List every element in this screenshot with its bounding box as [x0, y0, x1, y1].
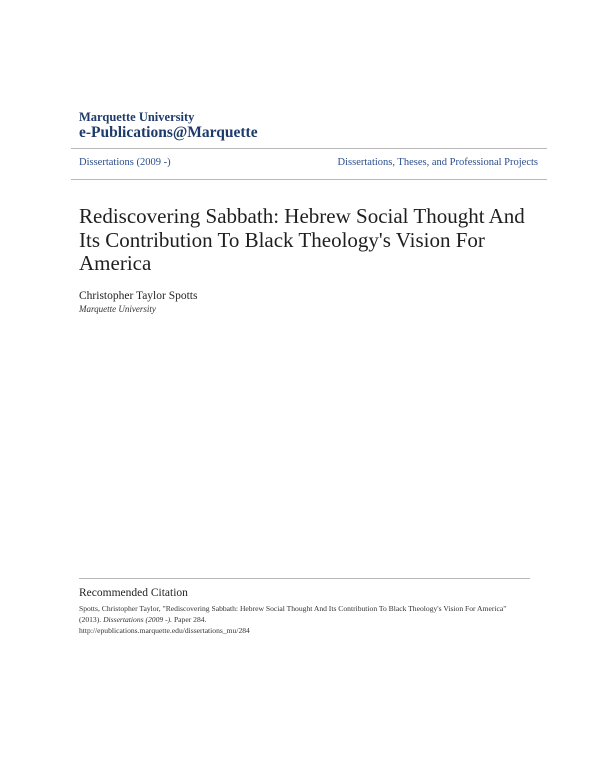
citation-heading: Recommended Citation — [79, 587, 188, 599]
header-divider-bottom — [71, 179, 547, 180]
citation-paper: Paper 284. — [173, 615, 207, 624]
author-name: Christopher Taylor Spotts — [79, 290, 198, 302]
header-divider-top — [71, 148, 547, 149]
repository-header — [79, 110, 258, 142]
collection-link[interactable]: Dissertations (2009 -) — [79, 157, 171, 168]
author-affiliation: Marquette University — [79, 304, 156, 314]
citation-main: Spotts, Christopher Taylor, "Rediscovering Sabbath: Hebrew Social Thought And Its Contribution To Black Theology's Vision For America" (2013). — [79, 604, 507, 624]
citation-text — [79, 603, 529, 636]
document-title: Rediscovering Sabbath: Hebrew Social Thought And Its Contribution To Black Theology's Vision For America — [79, 204, 525, 275]
repository-name[interactable]: e-Publications@Marquette — [79, 124, 258, 141]
citation-series: Dissertations (2009 -). — [103, 615, 173, 624]
university-name[interactable]: Marquette University — [79, 110, 195, 124]
parent-collection-link[interactable]: Dissertations, Theses, and Professional Projects — [337, 157, 538, 168]
citation-divider — [79, 578, 530, 579]
citation-url[interactable]: http://epublications.marquette.edu/dissertations_mu/284 — [79, 626, 250, 635]
